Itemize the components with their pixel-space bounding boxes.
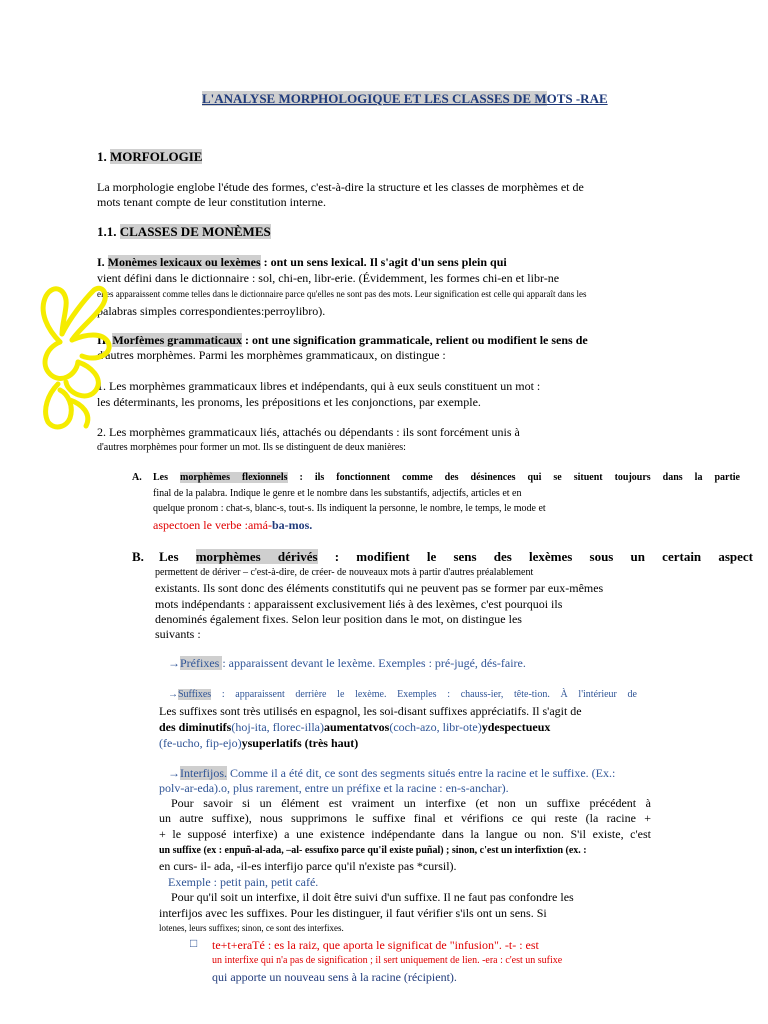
paragraph-line: palabras simples correspondientes:perroylibro).: [97, 304, 326, 318]
example-blue: (coch-azo, libr-ote): [389, 720, 482, 734]
paragraph-line: polv-ar-eda).o, plus rarement, entre un préfixe et la racine : en-s-anchar).: [159, 781, 509, 795]
item-number: II.: [97, 333, 110, 347]
example-blue: (hoj-ita, florec-illa): [231, 720, 324, 734]
heading-morfologie: [97, 150, 202, 165]
heading-number: 1.1.: [97, 224, 117, 239]
heading-number: 1.: [97, 149, 107, 164]
term-definition: Comme il a été dit, ce sont des segments situés entre la racine et le suffixe. (Ex.:: [227, 766, 616, 780]
term-definition: : ont un sens lexical. Il s'agit d'un sens plein qui: [260, 255, 507, 269]
paragraph-line: quelque pronom : chat-s, blanc-s, tout-s. Ils indiquent la personne, le nombre, le temps, le mode et: [153, 503, 546, 514]
term-bold: aumentatvos: [323, 720, 390, 734]
term-highlight: morphèmes flexionnels: [179, 472, 288, 483]
paragraph-line: vient défini dans le dictionnaire : sol, chi-en, libr-erie. (Évidemment, les formes chi-en et libr-ne: [97, 271, 560, 285]
arrow-icon: →: [168, 766, 180, 780]
paragraph-line: + le supposé interfixe) a une existence indépendante dans la langue ou non. S'il existe, c'est: [159, 827, 651, 841]
example-blue: (fe-ucho, fip-ejo): [159, 736, 242, 750]
paragraph-line-small: elles apparaissent comme telles dans le dictionnaire parce qu'elles ne sont pas des mots. Leur signification est celle qui apparaît dans les: [97, 289, 587, 299]
paragraph-line: final de la palabra. Indique le genre et le nombre dans les substantifs, adjectifs, articles et en: [153, 488, 522, 499]
heading-label: MORFOLOGIE: [110, 149, 203, 164]
term-bold: ysuperlatifs (très haut): [241, 736, 359, 750]
term-prefix: Les: [159, 549, 179, 564]
paragraph-line: un autre suffixe), nous supprimons le suffixe final et vérifions ce qui reste (la racine +: [159, 811, 651, 825]
paragraph-line: denominés également fixes. Selon leur position dans le mot, on distingue les: [155, 612, 522, 626]
suffix-types-line: [159, 737, 358, 751]
list-marker-a: A.: [132, 472, 142, 483]
paragraph-line: mots tenant compte de leur constitution interne.: [97, 195, 326, 209]
paragraph-line: d'autres morphèmes. Parmi les morphèmes grammaticaux, on distingue :: [97, 348, 446, 362]
arrow-icon: →: [168, 689, 178, 700]
interfixes-line: [168, 767, 615, 781]
paragraph-line: permettent de dériver – c'est-à-dire, de créer- de nouveaux mots à partir d'autres préalablement: [155, 567, 534, 578]
paragraph-line: les déterminants, les pronoms, les prépositions et les conjonctions, par exemple.: [97, 395, 481, 409]
arrow-icon: →: [168, 656, 180, 670]
paragraph-line: suivants :: [155, 627, 201, 641]
paragraph-line: mots indépendants : apparaissent exclusivement liés à des lexèmes, c'est pourquoi ils: [155, 597, 563, 611]
term-bold: ydespectueux: [481, 720, 551, 734]
paragraph-line: La morphologie englobe l'étude des formes, c'est-à-dire la structure et les classes de morphèmes et de: [97, 180, 584, 194]
title-rest: OTS -RAE: [546, 91, 608, 106]
term-highlight: Préfixes: [180, 656, 223, 670]
paragraph-line: existants. Ils sont donc des éléments constitutifs qui ne peuvent pas se former par eux-mêmes: [155, 581, 604, 595]
term-definition: : ils fonctionnent comme des désinences qui se situent toujours dans la partie: [287, 472, 740, 483]
suffix-types-line: [159, 721, 550, 735]
item-number: I.: [97, 255, 105, 269]
paragraph-line: interfijos avec les suffixes. Pour les distinguer, il faut vérifier s'ils ont un sens. Si: [159, 906, 547, 920]
derived-heading: [159, 550, 753, 565]
yellow-scribble-annotation: [30, 282, 120, 434]
paragraph-line: Pour qu'il soit un interfixe, il doit être suivi d'un suffixe. Il ne faut pas confondre les: [171, 890, 574, 904]
example-red: aspectoen le verbe :amá-: [153, 518, 272, 532]
term-highlight: Interfijos.: [180, 766, 227, 780]
lexemes-heading: [97, 256, 507, 270]
suffixes-line: [168, 689, 637, 701]
checkbox-bullet-icon: □: [190, 936, 198, 950]
paragraph-line: Les suffixes sont très utilisés en espagnol, les soi-disant suffixes appréciatifs. Il s'agit de: [159, 704, 582, 718]
title-highlighted: L'ANALYSE MORPHOLOGIQUE ET LES CLASSES DE M: [202, 91, 547, 106]
term-definition: : apparaissent derrière le lexème. Exemples : chauss-ier, tête-tion. À l'intérieur de: [211, 689, 637, 700]
term-definition: : apparaissent devant le lexème. Exemples : pré-jugé, dés-faire.: [222, 656, 526, 670]
paragraph-line: 1. Les morphèmes grammaticaux libres et indépendants, qui à eux seuls constituent un mot :: [97, 379, 541, 393]
paragraph-line: Pour savoir si un élément est vraiment un interfixe (et non un suffixe précédent à: [171, 796, 651, 810]
term-highlight: Monèmes lexicaux ou lexèmes: [107, 255, 261, 269]
morphemes-heading: [97, 334, 588, 348]
term-prefix: Les: [153, 472, 180, 483]
term-highlight: Morfèmes grammaticaux: [112, 333, 242, 347]
list-marker-b: B.: [132, 549, 144, 564]
heading-classes: [97, 225, 271, 240]
bullet-line: un interfixe qui n'a pas de signification ; il sert uniquement de lien. -era : c'est un sufixe: [212, 955, 563, 966]
flexional-heading: [153, 472, 740, 484]
paragraph-line: 2. Les morphèmes grammaticaux liés, attachés ou dépendants : ils sont forcément unis à: [97, 425, 520, 439]
term-definition: : modifient le sens des lexèmes sous un certain aspect: [334, 549, 754, 564]
term-bold: des diminutifs: [159, 720, 232, 734]
term-highlight: Suffixes: [178, 689, 212, 700]
paragraph-line: un suffixe (ex : enpuñ-al-ada, –al- essufixo parce qu'il existe puñal) ; sinon, c'est un interfixtion (ex. :: [159, 845, 587, 856]
bullet-line: te+t+eraTé : es la raiz, que aporta le significat de "infusion". -t- : est: [212, 938, 539, 952]
prefixes-line: [168, 657, 526, 671]
example-line: Exemple : petit pain, petit café.: [168, 875, 319, 889]
bullet-line: qui apporte un nouveau sens à la racine (récipient).: [212, 970, 457, 984]
paragraph-line: en curs- il- ada, -il-es interfijo parce qu'il n'existe pas *cursil).: [159, 859, 457, 873]
paragraph-line: d'autres morphèmes pour former un mot. Ils se distinguent de deux manières:: [97, 442, 406, 453]
term-definition: : ont une signification grammaticale, relient ou modifient le sens de: [241, 333, 588, 347]
example-blue: ba-mos.: [271, 518, 313, 532]
heading-label: CLASSES DE MONÈMES: [119, 224, 271, 239]
page-title: [202, 92, 608, 107]
paragraph-line-small: lotenes, leurs suffixes; sinon, ce sont des interfixes.: [159, 923, 344, 933]
term-highlight: morphèmes dérivés: [195, 549, 318, 564]
example-verb: [153, 519, 312, 533]
